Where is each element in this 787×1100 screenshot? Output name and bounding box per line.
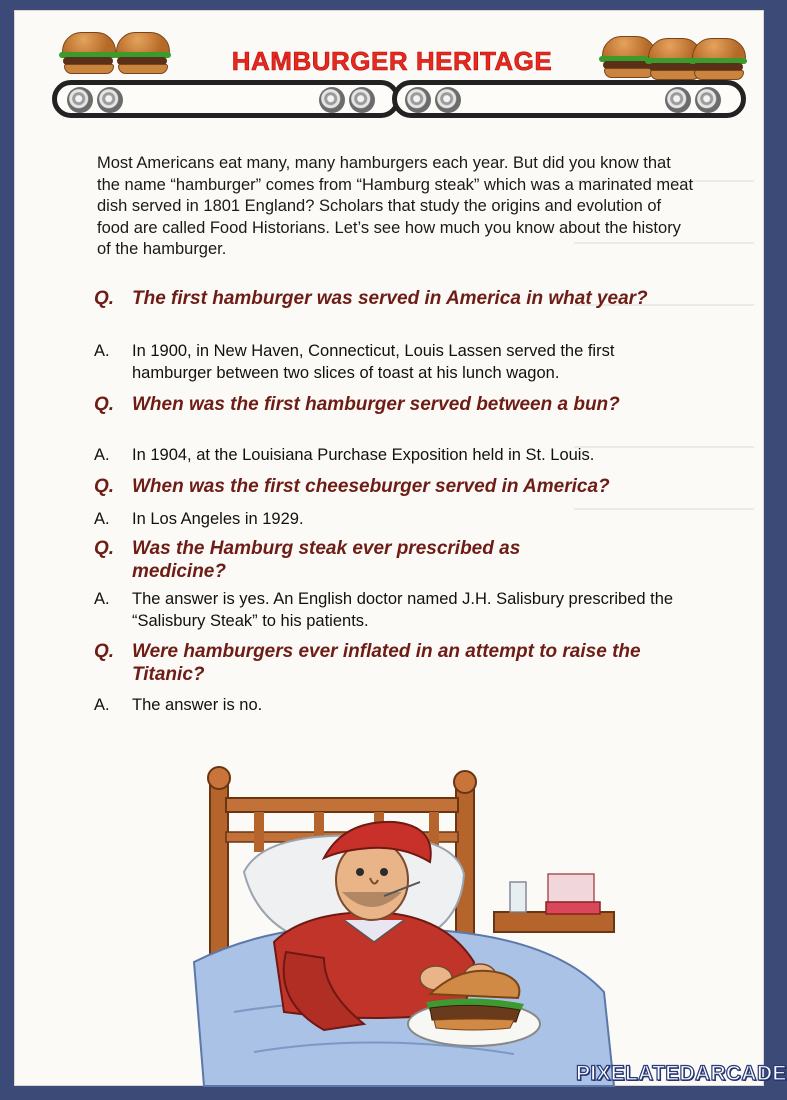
- conveyor-belt-left: [52, 80, 400, 118]
- question-label: Q.: [94, 394, 115, 415]
- intro-paragraph: Most Americans eat many, many hamburgers each year. But did you know that the name “hamburger” comes from “Hamburg steak” which was a marinated meat dish served in 1801 England? Scholars that study the origins and evolution of food are called Food Historians. Let’s see how much you know about the history of the hamburger.: [97, 154, 694, 259]
- answer-text: The answer is no.: [132, 696, 263, 714]
- answer-5: [94, 694, 704, 716]
- hamburger-icon: [692, 38, 744, 80]
- header-banner: [14, 10, 764, 140]
- answer-label: A.: [94, 342, 110, 360]
- answer-label: A.: [94, 446, 110, 464]
- answer-text: In 1904, at the Louisiana Purchase Exposition held in St. Louis.: [132, 446, 595, 464]
- manual-page: [14, 10, 787, 1086]
- question-1: [94, 287, 694, 333]
- question-2: [94, 393, 694, 439]
- question-3: [94, 475, 714, 498]
- question-5: [94, 640, 714, 686]
- question-label: Q.: [94, 641, 115, 662]
- hamburger-icon: [62, 32, 114, 74]
- question-text: Were hamburgers ever inflated in an attempt to raise the Titanic?: [132, 641, 641, 685]
- sick-man-in-bed-illustration: [174, 762, 634, 1086]
- question-text: When was the first cheeseburger served in America?: [132, 476, 610, 497]
- answer-text: The answer is yes. An English doctor named J.H. Salisbury prescribed the “Salisbury Steak” to his patients.: [132, 590, 674, 630]
- hamburger-icon: [116, 32, 168, 74]
- watermark: PIXELATEDARCADE: [576, 1062, 787, 1085]
- answer-label: A.: [94, 696, 110, 714]
- answer-2: [94, 444, 704, 466]
- question-text: When was the first hamburger served between a bun?: [132, 394, 620, 415]
- conveyor-belt-right: [392, 80, 746, 118]
- question-text: The first hamburger was served in America in what year?: [132, 288, 648, 309]
- answer-text: In 1900, in New Haven, Connecticut, Louis Lassen served the first hamburger between two slices of toast at his lunch wagon.: [132, 342, 615, 382]
- answer-label: A.: [94, 510, 110, 528]
- question-text: Was the Hamburg steak ever prescribed as medicine?: [132, 538, 521, 582]
- page-title: HAMBURGER HERITAGE: [231, 46, 553, 76]
- answer-text: In Los Angeles in 1929.: [132, 510, 304, 528]
- question-label: Q.: [94, 538, 115, 559]
- answer-4: [94, 588, 714, 632]
- question-label: Q.: [94, 476, 115, 497]
- answer-3: [94, 508, 704, 530]
- answer-1: [94, 340, 704, 384]
- question-label: Q.: [94, 288, 115, 309]
- hamburger-icon: [602, 36, 654, 78]
- answer-label: A.: [94, 590, 110, 608]
- question-4: [94, 537, 694, 583]
